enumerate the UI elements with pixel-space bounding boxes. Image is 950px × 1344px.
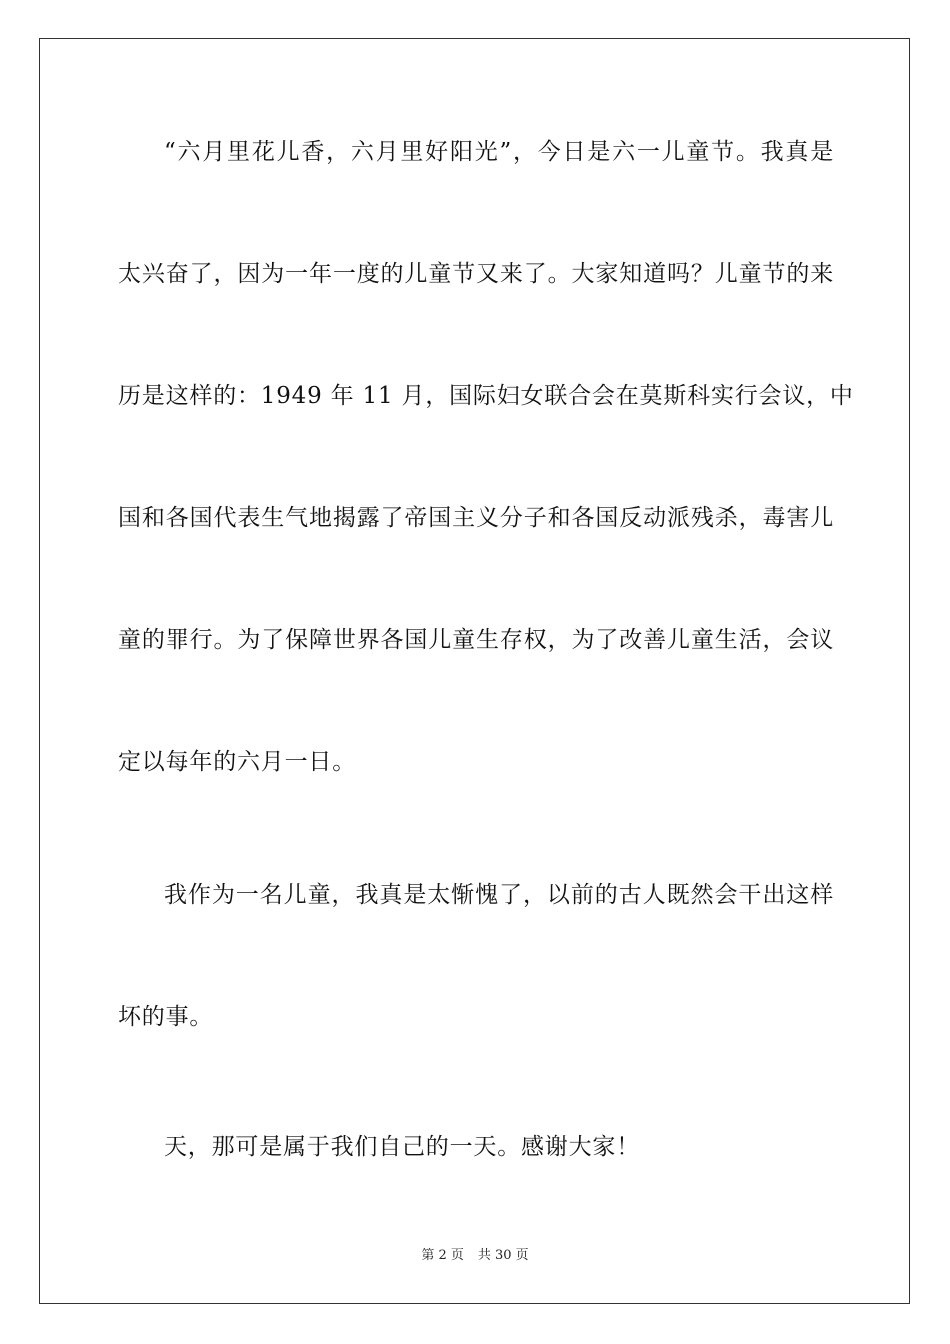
paragraph-2-line-1: 我作为一名儿童，我真是太惭愧了，以前的古人既然会干出这样 [164,882,834,908]
page-number: 第 2 页 [421,1248,464,1263]
total-pages: 共 30 页 [477,1248,529,1263]
page-frame [39,38,910,1304]
page-footer [0,1247,950,1265]
paragraph-1-line-3: 历是这样的：1949 年 11 月，国际妇女联合会在莫斯科实行会议，中 [118,383,854,409]
paragraph-1-line-2: 太兴奋了，因为一年一度的儿童节又来了。大家知道吗？儿童节的来 [118,261,834,287]
paragraph-3-line-1: 天，那可是属于我们自己的一天。感谢大家！ [164,1134,640,1160]
paragraph-1-line-6: 定以每年的六月一日。 [118,749,356,775]
paragraph-1-line-5: 童的罪行。为了保障世界各国儿童生存权，为了改善儿童生活，会议 [118,627,834,653]
paragraph-1-line-1: “六月里花儿香，六月里好阳光”，今日是六一儿童节。我真是 [164,139,834,165]
paragraph-1-line-4: 国和各国代表生气地揭露了帝国主义分子和各国反动派残杀，毒害儿 [118,505,834,531]
paragraph-2-line-2: 坏的事。 [118,1004,214,1030]
